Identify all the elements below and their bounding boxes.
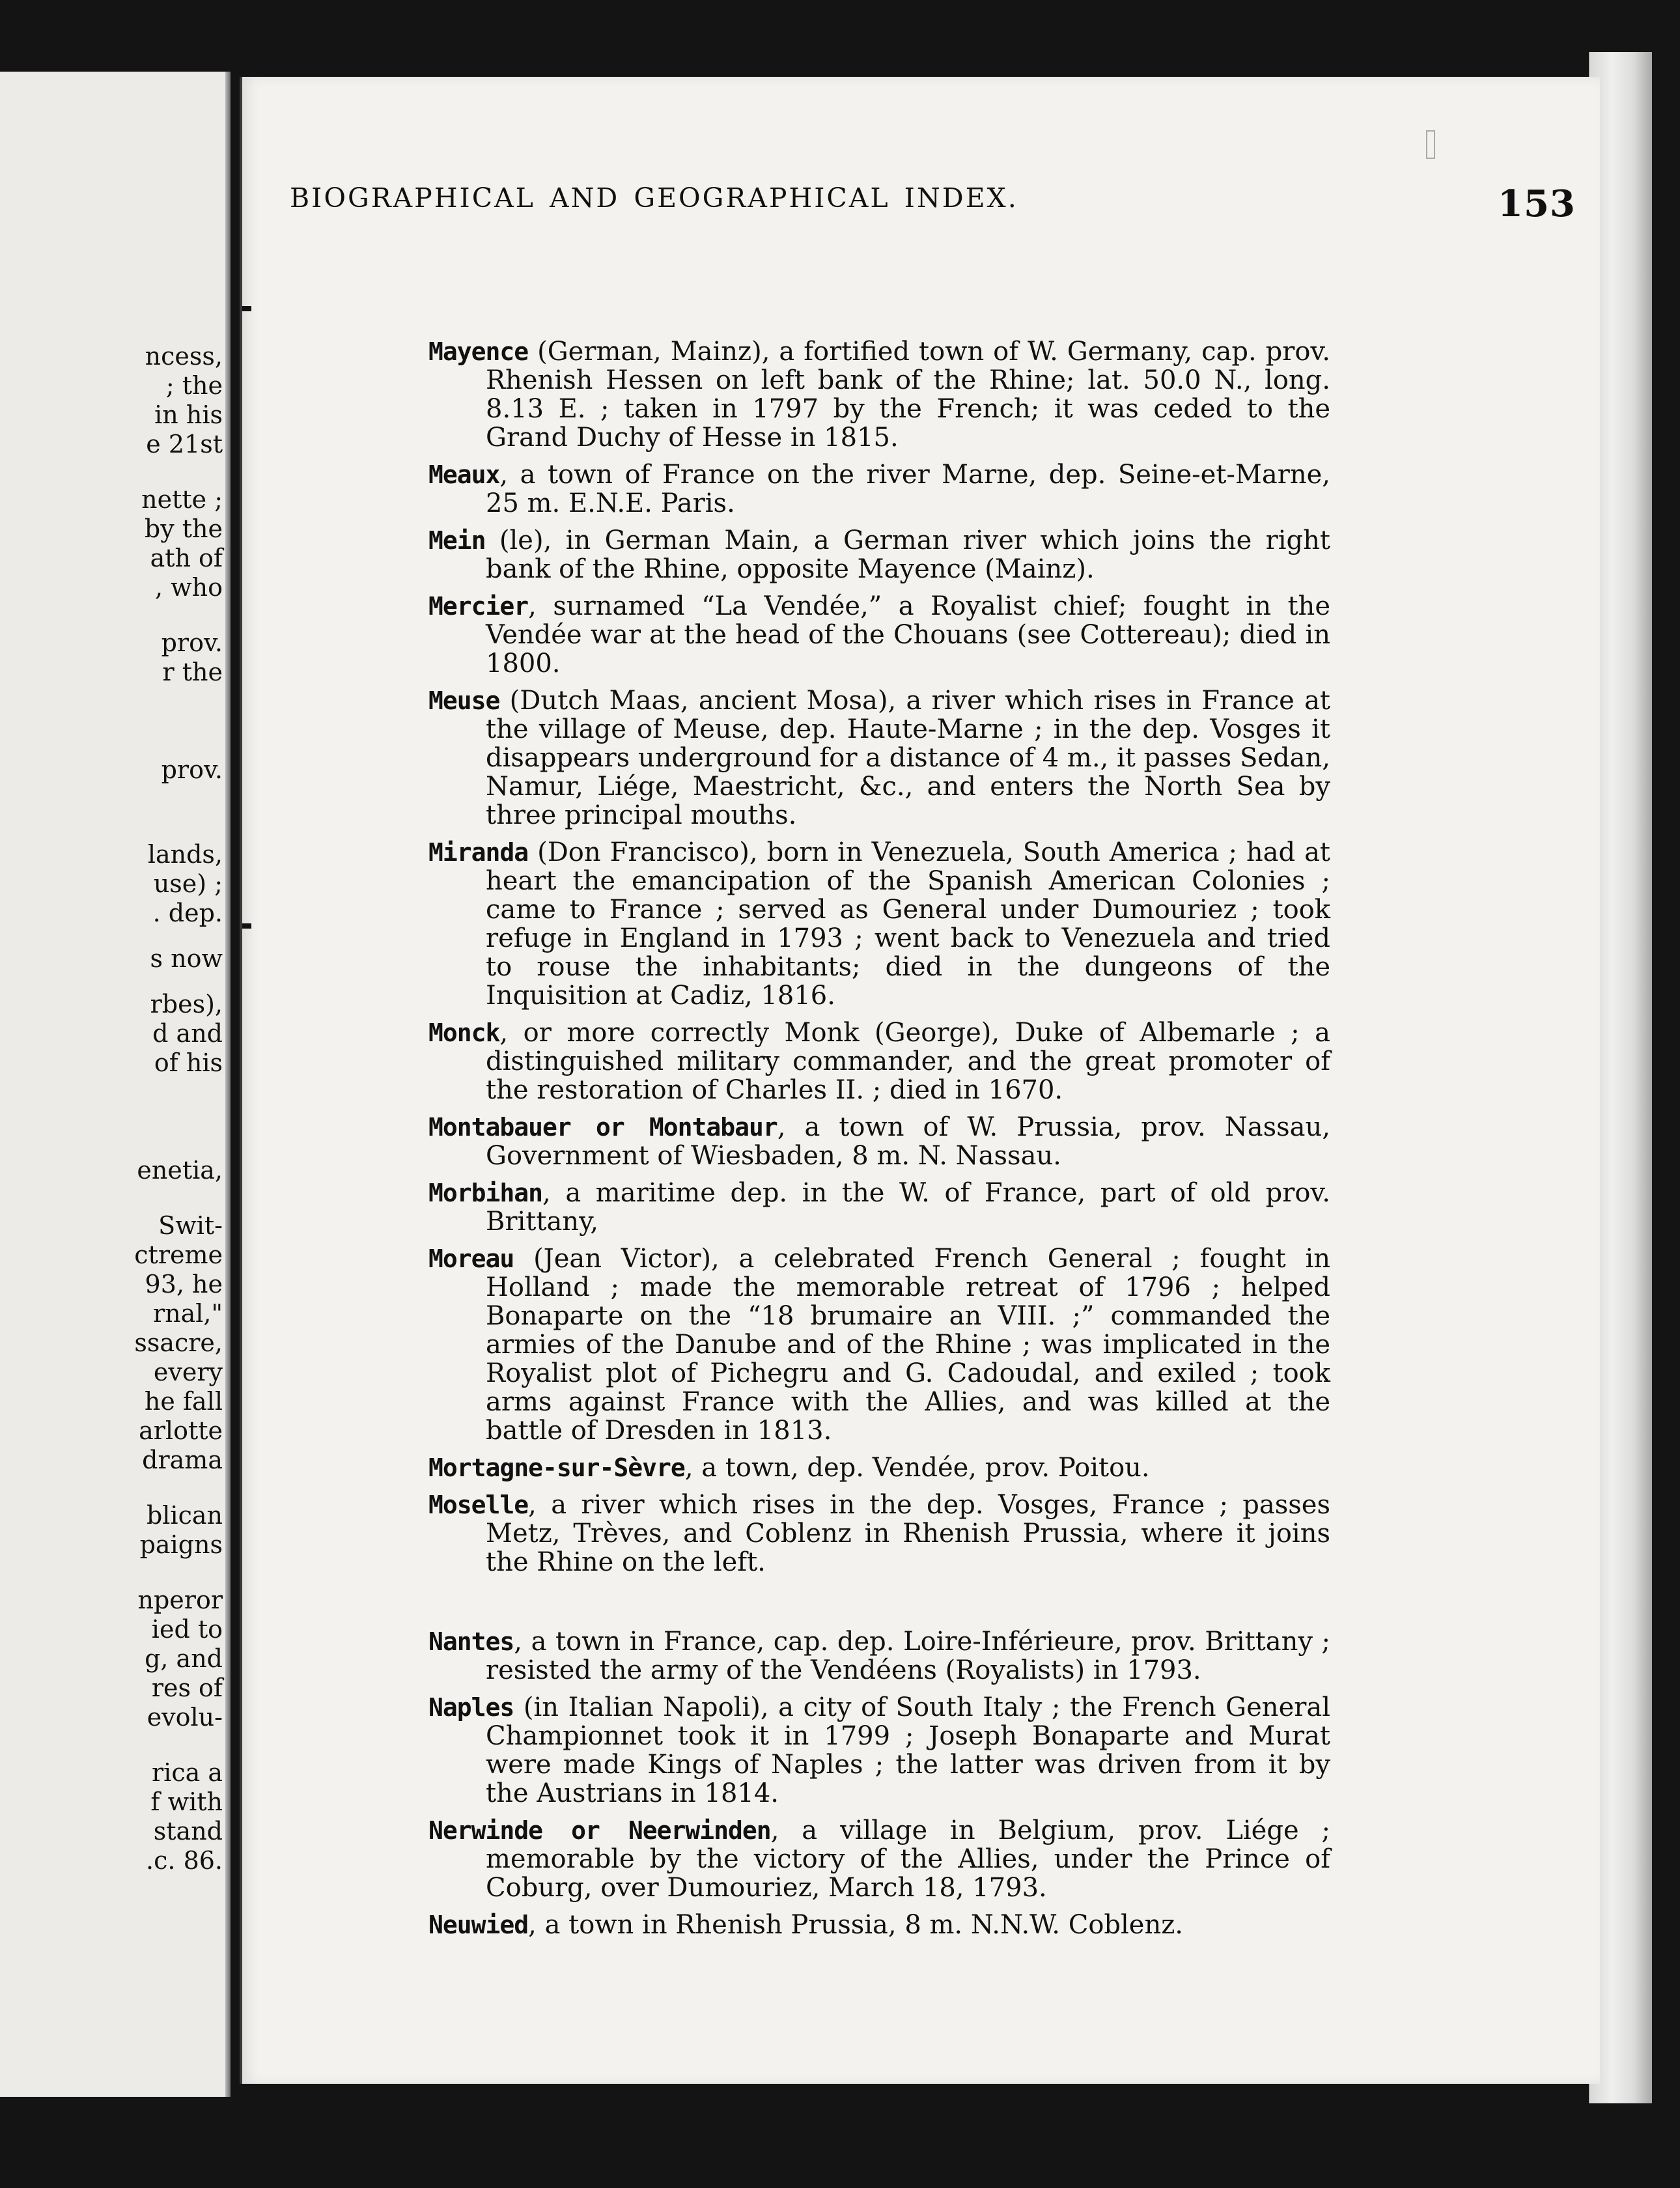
facing-page-line: res of — [151, 1674, 223, 1702]
facing-page-line: prov. — [161, 755, 223, 784]
entry-headword: Nantes — [428, 1627, 514, 1656]
running-header — [290, 182, 1576, 225]
entry-headword: Meaux — [428, 460, 500, 489]
facing-page-line: s now — [150, 944, 223, 973]
facing-page-line: ncess, — [145, 342, 223, 371]
entry-headword: Morbihan — [428, 1179, 543, 1207]
entry-headword: Mayence — [428, 337, 529, 366]
entry-text: (Jean Victor), a celebrated French General ; fought in Holland ; made the memorable retreat of 1796 ; helped Bonaparte on the “18 brumaire an VIII. ;” commanded the armies of the Danube and of the Rhine ; was implicated in the Royalist plot of Pichegru and G. Cadoudal, and exiled ; took arms against France with the Allies, and was killed at the battle of Dresden in 1813. — [486, 1244, 1330, 1446]
facing-page-line: .c. 86. — [146, 1846, 223, 1875]
header-title: BIOGRAPHICAL AND GEOGRAPHICAL INDEX. — [290, 182, 1018, 214]
entry-text: , a town, dep. Vendée, prov. Poitou. — [684, 1453, 1150, 1483]
facing-page-line: d and — [152, 1019, 223, 1048]
index-entry — [428, 337, 1330, 452]
index-entry — [428, 1911, 1330, 1939]
facing-page-line: f with — [150, 1788, 223, 1816]
facing-page-line: ctreme — [134, 1241, 223, 1269]
entry-headword: Nerwinde or Neerwinden — [428, 1816, 771, 1845]
entry-text: (Don Francisco), born in Venezuela, South America ; had at heart the emancipation of the Spanish American Colonies ; came to France ; served as General under Dumouriez ; took refuge in England in 1793 ; went back to Venezuela and tried to rouse the inhabitants; died in the dungeons of the Inquisition at Cadiz, 1816. — [486, 837, 1330, 1011]
index-entry — [428, 592, 1330, 678]
entry-text: (Dutch Maas, ancient Mosa), a river which rises in France at the village of Meuse, dep. Haute-Marne ; in the dep. Vosges it disappears underground for a distance of 4 m., it passes Sedan, Namur, Liége, Maestricht, &c., and enters the North Sea by three principal mouths. — [486, 686, 1330, 830]
facing-page-line: arlotte — [139, 1416, 223, 1445]
facing-page-line: use) ; — [153, 869, 223, 898]
facing-page-line: rnal," — [152, 1299, 223, 1328]
facing-page-line: he fall — [144, 1387, 223, 1416]
facing-page-line: rbes), — [150, 990, 223, 1018]
facing-page-line: prov. — [161, 628, 223, 657]
facing-page-line: nperor — [137, 1586, 223, 1614]
facing-page-line: every — [153, 1358, 223, 1386]
index-entry — [428, 1179, 1330, 1236]
entry-headword: Monck — [428, 1018, 500, 1047]
binding-mark — [242, 306, 251, 311]
index-entry — [428, 1693, 1330, 1808]
entry-text: (in Italian Napoli), a city of South Italy ; the French General Championnet took it in 1799 ; Joseph Bonaparte and Murat were made Kings of Naples ; the latter was driven from it by the Austrians in 1814. — [486, 1692, 1330, 1808]
entry-text: , or more correctly Monk (George), Duke of Albemarle ; a distinguished military commander, and the great promoter of the restoration of Charles II. ; died in 1670. — [486, 1018, 1330, 1105]
entry-text: , a town of W. Prussia, prov. Nassau, Government of Wiesbaden, 8 m. N. Nassau. — [486, 1112, 1330, 1171]
binding-mark — [242, 923, 251, 929]
facing-page-line: drama — [142, 1446, 223, 1474]
facing-page-line: e 21st — [146, 430, 223, 458]
entry-headword: Moreau — [428, 1244, 514, 1273]
facing-page-line: enetia, — [137, 1156, 223, 1185]
index-entry — [428, 460, 1330, 518]
facing-page-line: nette ; — [141, 485, 223, 514]
page-blemish — [1426, 130, 1435, 159]
index-entry — [428, 1816, 1330, 1902]
entry-headword: Montabauer or Montabaur — [428, 1113, 777, 1142]
facing-page-line: evolu- — [147, 1703, 223, 1732]
index-entry — [428, 1491, 1330, 1577]
entry-text: , a village in Belgium, prov. Liége ; memorable by the victory of the Allies, under the Prince of Coburg, over Dumouriez, March 18, 1793. — [486, 1816, 1330, 1903]
facing-page-line: ied to — [151, 1615, 223, 1644]
index-entry — [428, 1244, 1330, 1445]
entry-text: (le), in German Main, a German river which joins the right bank of the Rhine, opposite Mayence (Mainz). — [485, 526, 1330, 584]
facing-page-line: , who — [154, 573, 223, 602]
entry-headword: Miranda — [428, 838, 529, 867]
facing-page-line: ssacre, — [134, 1328, 223, 1357]
facing-page-line: of his — [154, 1048, 223, 1077]
facing-page-line: . dep. — [152, 899, 223, 927]
entry-headword: Mein — [428, 526, 486, 555]
index-entry — [428, 838, 1330, 1010]
entry-headword: Neuwied — [428, 1911, 529, 1939]
entry-headword: Mortagne-sur-Sèvre — [428, 1453, 685, 1482]
facing-page-line: r the — [162, 658, 223, 686]
facing-page-line: in his — [154, 400, 223, 429]
entry-text: (German, Mainz), a fortified town of W. Germany, cap. prov. Rhenish Hessen on left bank of the Rhine; lat. 50.0 N., long. 8.13 E. ; taken in 1797 by the French; it was ceded to the Grand Duchy of Hesse in 1815. — [486, 337, 1330, 453]
entry-text: , a town in France, cap. dep. Loire-Inférieure, prov. Brittany ; resisted the army of the Vendéens (Royalists) in 1793. — [486, 1627, 1330, 1685]
facing-page-line: ; the — [165, 371, 223, 400]
index-entry — [428, 1453, 1330, 1482]
facing-page-line: lands, — [147, 840, 223, 869]
entry-headword: Moselle — [428, 1491, 529, 1519]
facing-page-line: paigns — [139, 1530, 223, 1559]
facing-page-line: blican — [146, 1501, 223, 1530]
entry-text: , a river which rises in the dep. Vosges, France ; passes Metz, Trèves, and Coblenz in Rhenish Prussia, where it joins the Rhine on the left. — [486, 1490, 1330, 1577]
page-gutter — [225, 72, 231, 2097]
entry-headword: Naples — [428, 1693, 514, 1722]
entry-text: , a town in Rhenish Prussia, 8 m. N.N.W. Coblenz. — [528, 1910, 1184, 1940]
entry-text: , surnamed “La Vendée,” a Royalist chief; fought in the Vendée war at the head of the Chouans (see Cottereau); died in 1800. — [486, 591, 1330, 679]
index-entry — [428, 1627, 1330, 1685]
entry-text: , a town of France on the river Marne, dep. Seine-et-Marne, 25 m. E.N.E. Paris. — [486, 460, 1330, 518]
facing-page-line: Swit- — [158, 1211, 223, 1240]
facing-page-line: by the — [144, 514, 223, 543]
facing-page-line: ath of — [150, 544, 223, 572]
index-entry — [428, 526, 1330, 583]
index-entries — [428, 337, 1330, 1948]
facing-page-line: g, and — [145, 1644, 223, 1673]
entry-headword: Meuse — [428, 686, 500, 715]
facing-page-line: 93, he — [145, 1270, 223, 1298]
facing-page-line: stand — [153, 1817, 223, 1845]
entry-headword: Mercier — [428, 592, 529, 621]
facing-page-line: rica a — [152, 1758, 223, 1787]
index-entry — [428, 686, 1330, 830]
index-entry — [428, 1018, 1330, 1104]
page-number: 153 — [1498, 182, 1576, 225]
index-entry — [428, 1113, 1330, 1170]
entry-text: , a maritime dep. in the W. of France, part of old prov. Brittany, — [486, 1178, 1330, 1237]
facing-page-fragment — [0, 72, 230, 2097]
